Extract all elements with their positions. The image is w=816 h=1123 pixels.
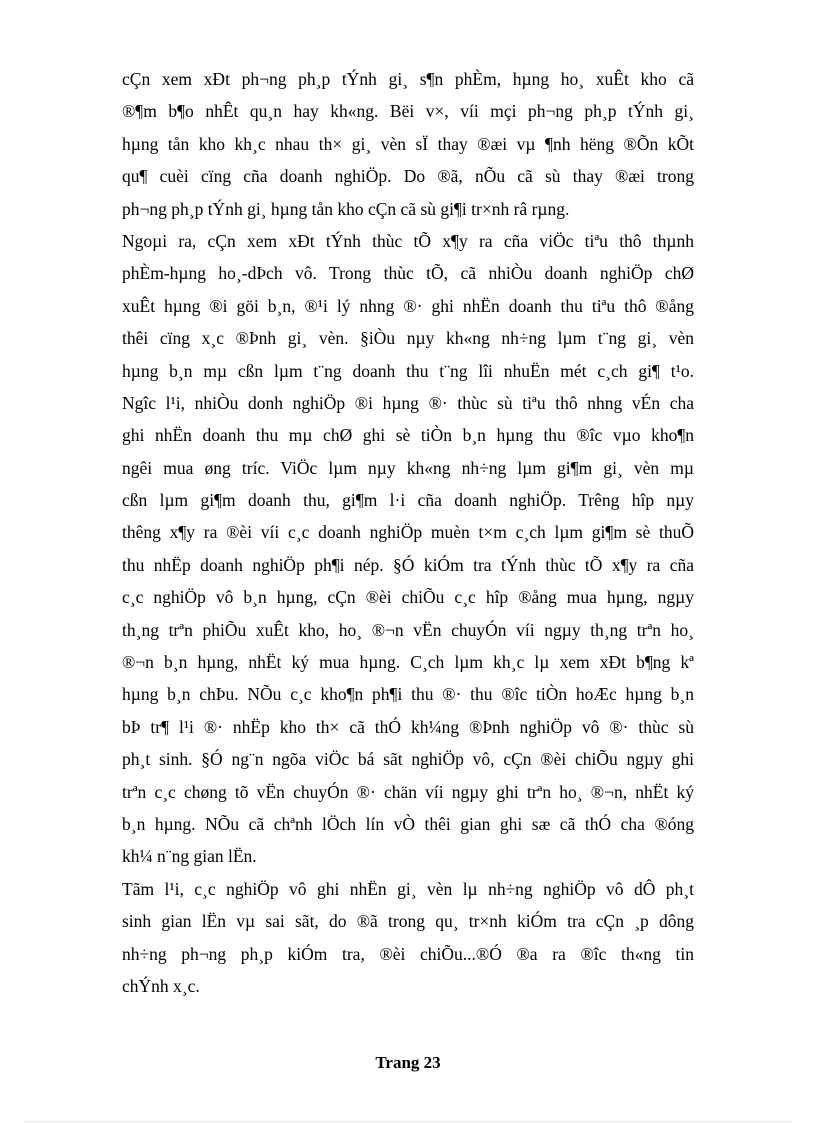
text-line: b¸n hµng. NÕu cã chªnh lÖch lín vÒ thêi gian ghi sæ cã thÓ cha ®óng	[122, 813, 694, 834]
text-line: hµng b¸n chÞu. NÕu c¸c kho¶n ph¶i thu ®· thu ®îc tiÒn hoÆc hµng b¸n	[122, 684, 694, 705]
text-line: thu nhËp doanh nghiÖp ph¶i nép. §Ó kiÓm tra tÝnh thùc tÕ x¶y ra cña	[122, 554, 694, 575]
text-line: chÝnh x¸c.	[122, 975, 200, 996]
text-line: th¸ng trªn phiÕu xuÊt kho, ho¸ ®¬n vËn chuyÓn víi ngµy th¸ng trªn ho¸	[122, 619, 694, 640]
text-line: Ngoµi ra, cÇn xem xÐt tÝnh thùc tÕ x¶y ra cña viÖc tiªu thô thµnh	[122, 230, 694, 251]
body-text	[122, 63, 694, 1002]
paragraph	[122, 63, 694, 225]
text-line: ghi nhËn doanh thu mµ chØ ghi sè tiÒn b¸n hµng thu ®îc vµo kho¶n	[122, 425, 694, 446]
text-line: c¸c nghiÖp vô b¸n hµng, cÇn ®èi chiÕu c¸c hîp ®ång mua hµng, ngµy	[122, 587, 694, 608]
text-line: ph¸t sinh. §Ó ng¨n ngõa viÖc bá sãt nghiÖp vô, cÇn ®èi chiÕu ngµy ghi	[122, 749, 694, 770]
paragraph	[122, 225, 694, 873]
page-number: Trang 23	[375, 1053, 441, 1072]
text-line: xuÊt hµng ®i göi b¸n, ®¹i lý nhng ®· ghi nhËn doanh thu tiªu thô ®ång	[122, 295, 694, 316]
text-line: ®¶m b¶o nhÊt qu¸n hay kh«ng. Bëi v×, víi mçi ph¬ng ph¸p tÝnh gi¸	[122, 101, 694, 122]
text-line: qu¶ cuèi cïng cña doanh nghiÖp. Do ®ã, nÕu cã sù thay ®æi trong	[122, 166, 694, 187]
text-line: nh÷ng ph¬ng ph¸p kiÓm tra, ®èi chiÕu...®Ó ®a ra ®îc th«ng tin	[122, 943, 694, 964]
text-line: sinh gian lËn vµ sai sãt, do ®ã trong qu¸ tr×nh kiÓm tra cÇn ¸p dông	[122, 911, 694, 932]
text-line: bÞ tr¶ l¹i ®· nhËp kho th× cã thÓ kh¼ng ®Þnh nghiÖp vô ®· thùc sù	[122, 716, 694, 737]
text-line: cÇn xem xÐt ph¬ng ph¸p tÝnh gi¸ s¶n phÈm, hµng ho¸ xuÊt kho cã	[122, 69, 694, 89]
text-line: ®¬n b¸n hµng, nhËt ký mua hµng. C¸ch lµm kh¸c lµ xem xÐt b¶ng kª	[122, 652, 694, 673]
text-line: thêi cïng x¸c ®Þnh gi¸ vèn. §iÒu nµy kh«ng nh÷ng lµm t¨ng gi¸ vèn	[122, 328, 694, 349]
page-bottom-divider	[25, 1121, 791, 1122]
text-line: trªn c¸c chøng tõ vËn chuyÓn ®· chän víi ngµy ghi trªn ho¸ ®¬n, nhËt ký	[122, 781, 694, 802]
text-line: ph¬ng ph¸p tÝnh gi¸ hµng tån kho cÇn cã sù gi¶i tr×nh râ rµng.	[122, 198, 570, 219]
text-line: hµng tån kho kh¸c nhau th× gi¸ vèn sÏ thay ®æi vµ ¶nh hëng ®Õn kÕt	[122, 133, 694, 154]
text-line: cßn lµm gi¶m doanh thu, gi¶m l·i cña doanh nghiÖp. Trêng hîp nµy	[122, 490, 694, 511]
paragraph	[122, 873, 694, 1003]
text-line: thêng x¶y ra ®èi víi c¸c doanh nghiÖp muèn t×m c¸ch lµm gi¶m sè thuÕ	[122, 522, 694, 543]
text-line: Ngîc l¹i, nhiÒu donh nghiÖp ®i hµng ®· thùc sù tiªu thô nhng vÉn cha	[122, 392, 694, 413]
text-line: phÈm-hµng ho¸-dÞch vô. Trong thùc tÕ, cã nhiÒu doanh nghiÖp chØ	[122, 263, 694, 284]
text-line: Tãm l¹i, c¸c nghiÖp vô ghi nhËn gi¸ vèn lµ nh÷ng nghiÖp vô dÔ ph¸t	[122, 878, 694, 899]
text-line: kh¼ n¨ng gian lËn.	[122, 846, 257, 867]
text-line: ngêi mua øng tríc. ViÖc lµm nµy kh«ng nh÷ng lµm gi¶m gi¸ vèn mµ	[122, 457, 694, 478]
text-line: hµng b¸n mµ cßn lµm t¨ng doanh thu t¨ng lîi nhuËn mét c¸ch gi¶ t¹o.	[122, 360, 694, 381]
